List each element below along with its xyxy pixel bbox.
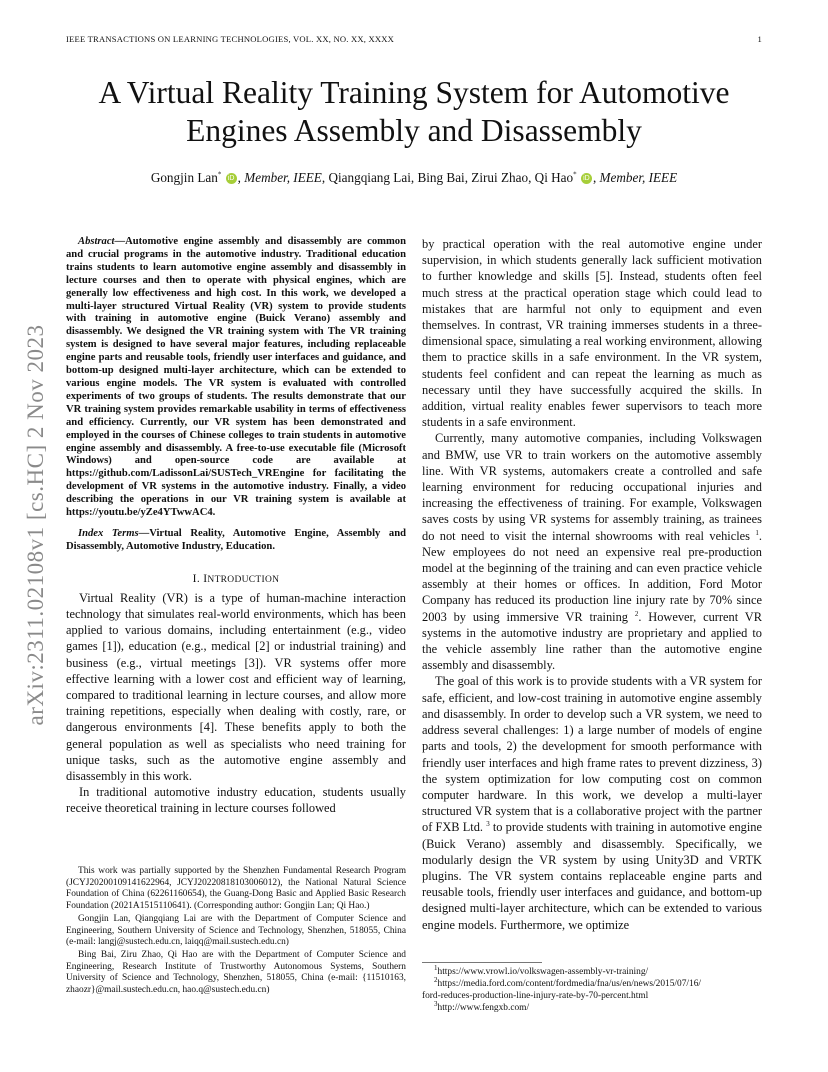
author-1-name: Gongjin Lan <box>150 170 218 185</box>
abstract: Abstract—Automotive engine assembly and disassembly are common and crucial programs in the automotive industry. Traditional education trains students to learn automotive engine assembly and disassembly in lecture courses and then to operate with physical engines, which are generally low effectiveness and high cost. In this work, we developed a multi-layer structured Virtual Reality (VR) system to provide students with training in automotive engine (Buick Verano) assembly and disassembly. We designed the VR training system with The VR training system is designed to have several major features, including replaceable engine parts and reusable tools, friendly user interfaces and guidance, and bottom-up designed multi-layer architecture, which can be extended to various engine models. The VR system is evaluated with controlled experiments of two groups of students. The results demonstrate that our VR training system provides remarkable usability in terms of effectiveness and efficiency. Currently, our VR system has been demonstrated and employed in the courses of Chinese colleges to train students in automotive engine assembly and disassembly. A free-to-use executable file (Microsoft Windows) and open-source code are available at https://github.com/LadissonLai/SUSTech_VREngine for facilitating the development of VR systems in the automotive industry. Finally, a video describing the operations in our VR training system is available at https://youtu.be/yZe4YTwwAC4. <box>66 236 406 519</box>
paragraph-2-part-b: . New employees do not need an expensive real pre-production model at the beginning of the training and can even practice vehicle assembly at their homes or offices. In addition, Ford Motor Company has reduced its production line injury rate by 70% since 2003 by using immersive VR training <box>422 528 762 624</box>
corresponding-mark: * <box>573 170 577 179</box>
right-column <box>422 236 762 933</box>
intro-paragraph-2: In traditional automotive industry education, students usually receive theoretical training in lecture courses followed <box>66 785 406 816</box>
footnote-affiliation-2: Bing Bai, Ziru Zhao, Qi Hao are with the Department of Computer Science and Engineering, Research Institute of Trustworthy Autonomous Systems, Southern University of Science and Technology, Shenzhen, 518055, China (e-mail: {11510163, zhaozr}@mail.sustech.edu.cn, hao.q@sustech.edu.cn) <box>66 949 406 996</box>
author-last-membership: Member, IEEE <box>599 170 678 185</box>
paper-title <box>66 74 762 150</box>
footnote-1-url[interactable]: https://www.vrowl.io/volkswagen-assembly-vr-training/ <box>437 967 649 977</box>
author-list: Gongjin Lan* iD , Member, IEEE, Qiangqiang Lai, Bing Bai, Zirui Zhao, Qi Hao* iD , Member, IEEE <box>150 170 678 185</box>
footnote-3 <box>422 999 762 1014</box>
page-number: 1 <box>757 34 762 44</box>
right-paragraph-2 <box>422 430 762 673</box>
intro-paragraph-1: Virtual Reality (VR) is a type of human-machine interaction technology that simulates real-world environments, which has been applied to various domains, including entertainment (e.g., video games [1]), education (e.g., medical [2] or industrial training) and business (e.g., virtual meetings [3]). VR systems offer more effective learning with a lower cost and efficient way of learning, compared to traditional learning in lecture courses, and allow more training repetitions, especially when dealing with costly, rare, or dangerous environments [4]. These benefits apply to both the general population as well as specialists who need training for unique tasks, such as the automotive engine assembly and disassembly in this work. <box>66 590 406 783</box>
title-line-2: Engines Assembly and Disassembly <box>186 113 642 148</box>
section-number: I. <box>192 571 201 585</box>
running-header <box>66 34 762 44</box>
right-paragraph-3 <box>422 673 762 932</box>
right-paragraph-1: by practical operation with the real automotive engine under supervision, in which students generally lack sufficient motivation to further knowledge and skills [5]. Instead, students often feel much stress at the practical operation stage which could lead to mistakes that are harmful not only to equipment and even themselves. In contrast, VR training immerses students in a three-dimensional space, simulating a real working environment, allowing them to practice skills in a safe environment. In the VR system, students feel confident and can repeat the learning as much as necessary until they have successfully acquired the skills. In addition, virtual reality enables fewer supervisors to teach more students in a safe environment. <box>422 237 762 430</box>
section-title-initial: I <box>203 571 208 585</box>
left-column <box>66 236 406 817</box>
footnote-ref-1[interactable]: 1 <box>755 528 759 537</box>
arxiv-identifier: arXiv:2311.02108v1 [cs.HC] 2 Nov 2023 <box>23 324 48 726</box>
footnote-marker: 3 <box>434 999 438 1008</box>
footnote-marker: 1 <box>434 963 438 972</box>
paragraph-2-part-c: . However, current VR systems in the automotive industry are proprietary and applied to the vehicle assembly line rather than the automotive engine assembly and disassembly. <box>422 609 762 673</box>
footnote-3-url[interactable]: http://www.fengxb.com/ <box>437 1003 530 1013</box>
arxiv-stamp <box>20 290 52 760</box>
middle-authors: Qiangqiang Lai, Bing Bai, Zirui Zhao, <box>328 170 532 185</box>
abstract-text: Automotive engine assembly and disassembly are common and crucial programs in the automotive industry. Traditional education trains students to learn automotive engine assembly and disassembly in lecture courses and then to operate with physical engines, which are generally low effectiveness and high cost. In this work, we developed a multi-layer structured Virtual Reality (VR) system to provide students with training in automotive engine (Buick Verano) assembly and disassembly. We designed the VR training system with The VR training system is designed to have several major features, including replaceable engine parts and reusable tools, friendly user interfaces and guidance, and bottom-up designed multi-layer architecture, which can be extended to various engine models. The VR system is evaluated with controlled experiments of two groups of students. The results demonstrate that our VR training system provides remarkable usability in terms of effectiveness and efficiency. Currently, our VR system has been demonstrated and employed in the courses of Chinese colleges to train students in automotive engine assembly and disassembly. A free-to-use executable file (Microsoft Windows) and open-source code are available at https://github.com/LadissonLai/SUSTech_VREngine for facilitating the development of VR systems in the automotive industry. Finally, a video describing the operations in our VR training system is available at https://youtu.be/yZe4YTwwAC4. <box>66 236 406 519</box>
footnote-affiliation-1: Gongjin Lan, Qiangqiang Lai are with the Department of Computer Science and Engineering, Southern University of Science and Technology, Shenzhen, 518055, China (e-mail: langj@sustech.edu.cn, laiqq@mail.sustech.edu.cn) <box>66 913 406 948</box>
paragraph-3-part-b: to provide students with training in automotive engine (Buick Verano) assembly and disassembly. Specifically, we modularly design the VR system by using Unity3D and VRTK plugins. The VR system contains replaceable engine parts and reusable tools, friendly user interfaces and guidance, and bottom-up designed multi-layer architecture, which can be extended to various engine models. Furthermore, we optimize <box>422 820 762 932</box>
footnote-marker: 2 <box>434 975 438 984</box>
orcid-icon[interactable]: iD <box>581 173 592 184</box>
right-footnotes <box>422 962 762 1014</box>
footnote-ref-2[interactable]: 2 <box>634 609 639 618</box>
left-footnotes <box>66 866 406 998</box>
author-last-name: Qi Hao <box>534 170 574 185</box>
section-heading-introduction <box>66 572 406 585</box>
section-title-rest: NTRODUCTION <box>207 574 280 585</box>
corresponding-mark: * <box>217 170 222 179</box>
title-line-1: A Virtual Reality Training System for Automotive <box>98 75 730 110</box>
footnote-funding: This work was partially supported by the Shenzhen Fundamental Research Program (JCYJ20200109141622964, JCYJ20220818103006012), the National Natural Science Foundation of China (62261160654), the Guang-Dong Basic and Applied Basic Research Foundation (2021A1515110641). (Corresponding author: Gongjin Lan; Qi Hao.) <box>66 866 406 912</box>
abstract-label: Abstract <box>78 236 115 247</box>
journal-name: IEEE TRANSACTIONS ON LEARNING TECHNOLOGIES, VOL. XX, NO. XX, XXXX <box>66 34 395 44</box>
footnote-2-url-cont[interactable]: ford-reduces-production-line-injury-rate-by-70-percent.html <box>422 991 649 1001</box>
footnote-2 <box>422 975 762 990</box>
index-terms-label: Index Terms <box>78 527 139 539</box>
paragraph-3-part-a: The goal of this work is to provide students with a VR system for safe, efficient, and low-cost training in automotive engine assembly and disassembly. In order to develop such a VR system, we need to address several challenges: 1) a large number of models of engine parts and tools, 2) the development for smooth performance with friendly user interfaces and high frame rates to prevent dizziness, 3) the system optimization for low computing cost on common computer hardware. In this work, we develop a multi-layer structured VR system that is a collaborative project with the partner of FXB Ltd. <box>422 674 762 835</box>
footnote-rule <box>422 962 542 963</box>
footnote-2-url[interactable]: https://media.ford.com/content/fordmedia/fna/us/en/news/2015/07/16/ <box>437 979 701 989</box>
footnote-ref-3[interactable]: 3 <box>486 820 490 829</box>
footnote-1 <box>422 963 762 978</box>
orcid-icon[interactable]: iD <box>226 173 237 184</box>
paragraph-2-part-a: Currently, many automotive companies, including Volkswagen and BMW, use VR to train workers on the automotive assembly line. With VR systems, automakers create a controlled and safe learning environment for reducing occupational injuries and increasing the effectiveness of training. For example, Volkswagen saves costs by using VR systems for assembly training, as trainees do not need to visit the internal showrooms with real vehicles <box>422 431 762 543</box>
footnote-2-continued <box>422 990 762 1002</box>
author-1-membership: Member, IEEE <box>244 170 322 185</box>
index-terms: Index Terms—Virtual Reality, Automotive Engine, Assembly and Disassembly, Automotive Industry, Education. <box>66 527 406 552</box>
index-terms-text: Virtual Reality, Automotive Engine, Assembly and Disassembly, Automotive Industry, Education. <box>66 527 406 552</box>
